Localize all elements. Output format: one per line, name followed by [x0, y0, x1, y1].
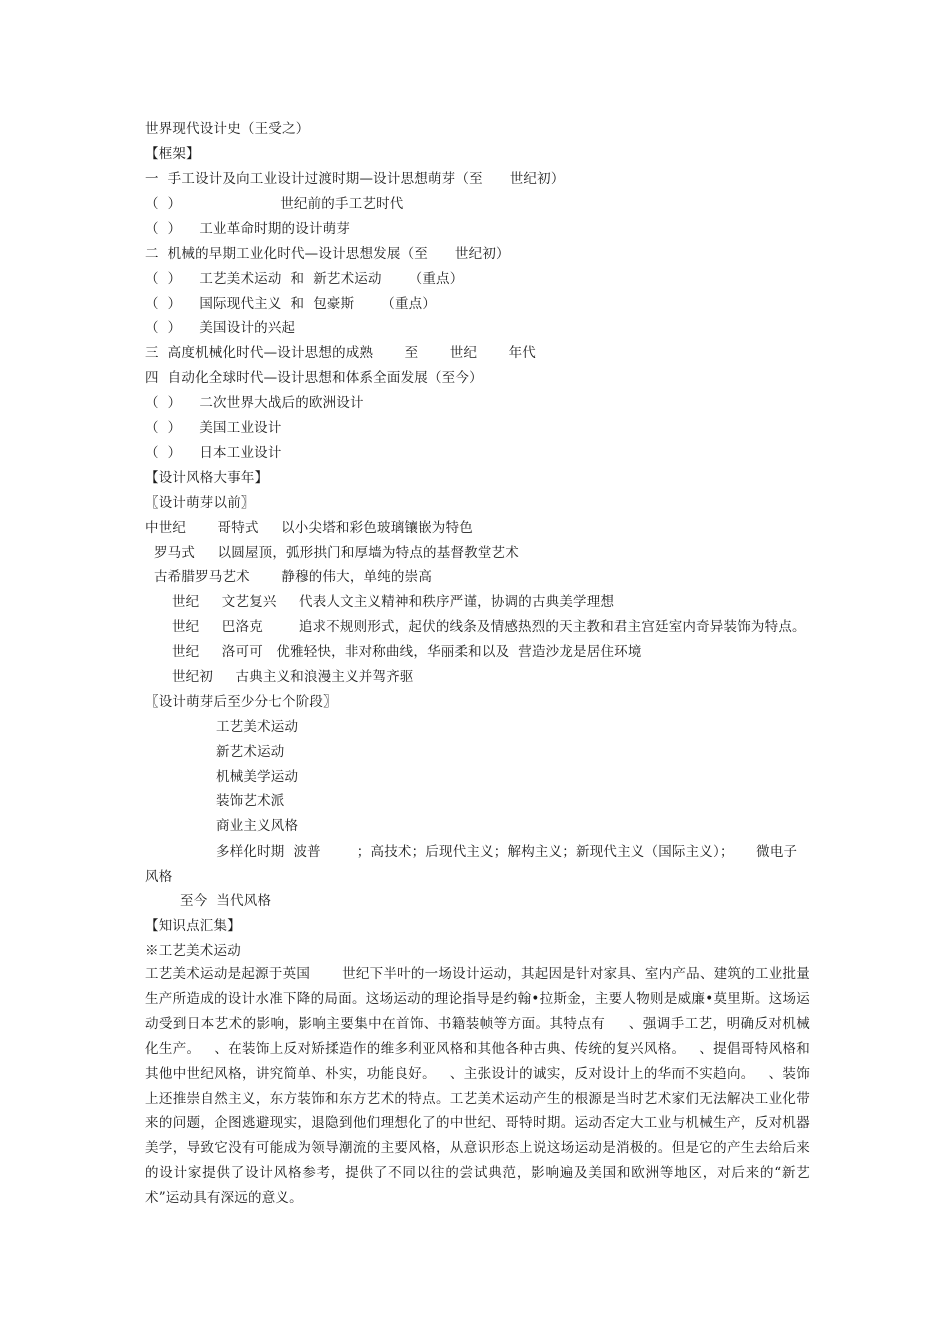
before-header: 〖设计萌芽以前〗 [145, 495, 255, 511]
stage-item: 商业主义风格 [216, 818, 299, 834]
framework-item: （ ） 世纪前的手工艺时代 [145, 196, 404, 212]
framework-item: （ ） 国际现代主义 和 包豪斯 （重点） [145, 296, 437, 312]
event-item: 世纪 文艺复兴 代表人文主义精神和秩序严谨，协调的古典美学理想 [145, 594, 615, 610]
event-item: 古希腊罗马艺术 静穆的伟大，单纯的崇高 [145, 569, 433, 585]
after-header: 〖设计萌芽后至少分七个阶段〗 [145, 694, 337, 710]
framework-item: 四 自动化全球时代—设计思想和体系全面发展（至今） [145, 370, 483, 386]
event-item: 中世纪 哥特式 以小尖塔和彩色玻璃镶嵌为特色 [145, 520, 473, 536]
stage-item: 装饰艺术派 [216, 793, 285, 809]
framework-item: （ ） 美国设计的兴起 [145, 320, 296, 336]
framework-item: （ ） 日本工业设计 [145, 445, 282, 461]
event-item: 世纪初 古典主义和浪漫主义并驾齐驱 [145, 669, 414, 685]
framework-item: 一 手工设计及向工业设计过渡时期—设计思想萌芽（至 世纪初） [145, 171, 565, 187]
stage-item-current: 至今 当代风格 [180, 893, 272, 909]
framework-item: （ ） 二次世界大战后的欧洲设计 [145, 395, 364, 411]
knowledge-header: 【知识点汇集】 [145, 918, 241, 934]
events-header: 【设计风格大事年】 [145, 470, 269, 486]
framework-item: 三 高度机械化时代—设计思想的成熟 至 世纪 年代 [145, 345, 536, 361]
framework-item: 二 机械的早期工业化时代—设计思想发展（至 世纪初） [145, 246, 510, 262]
framework-header: 【框架】 [145, 146, 200, 162]
arts-crafts-header: ※工艺美术运动 [145, 943, 241, 959]
doc-title: 世界现代设计史（王受之） [145, 121, 310, 137]
arts-crafts-paragraph: 工艺美术运动是起源于英国 世纪下半叶的一场设计运动，其起因是针对家具、室内产品、建筑的工业批量生产所造成的设计水准下降的局面。这场运动的理论指导是约翰•拉斯金，主要人物则是威廉•莫里斯。这场运动受到日本艺术的影响，影响主要集中在首饰、书籍装帧等方面。其特点有 、强调手工艺，明确反对机械化生产。 、在装饰上反对矫揉造作的维多利亚风格和其他各种古典、传统的复兴风格。 、提倡哥特风格和其他中世纪风格，讲究简单、朴实，功能良好。 、主张设计的诚实，反对设计上的华而不实趋向。 、装饰上还推崇自然主义，东方装饰和东方艺术的特点。工艺美术运动产生的根源是当时艺术家们无法解决工业化带来的问题，企图逃避现实，退隐到他们理想化了的中世纪、哥特时期。运动否定大工业与机械生产，反对机器美学，导致它没有可能成为领导潮流的主要风格，从意识形态上说这场运动是消极的。但是它的产生去给后来的设计家提供了设计风格参考，提供了不同以往的尝试典范，影响遍及美国和欧洲等地区，对后来的“新艺术”运动具有深远的意义。 [145, 966, 810, 1207]
framework-item: （ ） 工业革命时期的设计萌芽 [145, 221, 351, 237]
framework-item: （ ） 工艺美术运动 和 新艺术运动 （重点） [145, 271, 464, 287]
stage-item: 新艺术运动 [216, 744, 285, 760]
framework-item: （ ） 美国工业设计 [145, 420, 282, 436]
event-item: 世纪 巴洛克 追求不规则形式，起伏的线条及情感热烈的天主教和君主宫廷室内奇异装饰为特点。 [145, 619, 806, 635]
stage-item: 机械美学运动 [216, 769, 299, 785]
event-item: 世纪 洛可可 优雅轻快，非对称曲线，华丽柔和以及 营造沙龙是居住环境 [145, 644, 642, 660]
stage-item: 多样化时期 波普 ；高技术；后现代主义；解构主义；新现代主义（国际主义）； 微电子风格 [145, 844, 798, 885]
event-item: 罗马式 以圆屋顶，弧形拱门和厚墙为特点的基督教堂艺术 [145, 545, 519, 561]
stage-item: 工艺美术运动 [216, 719, 299, 735]
